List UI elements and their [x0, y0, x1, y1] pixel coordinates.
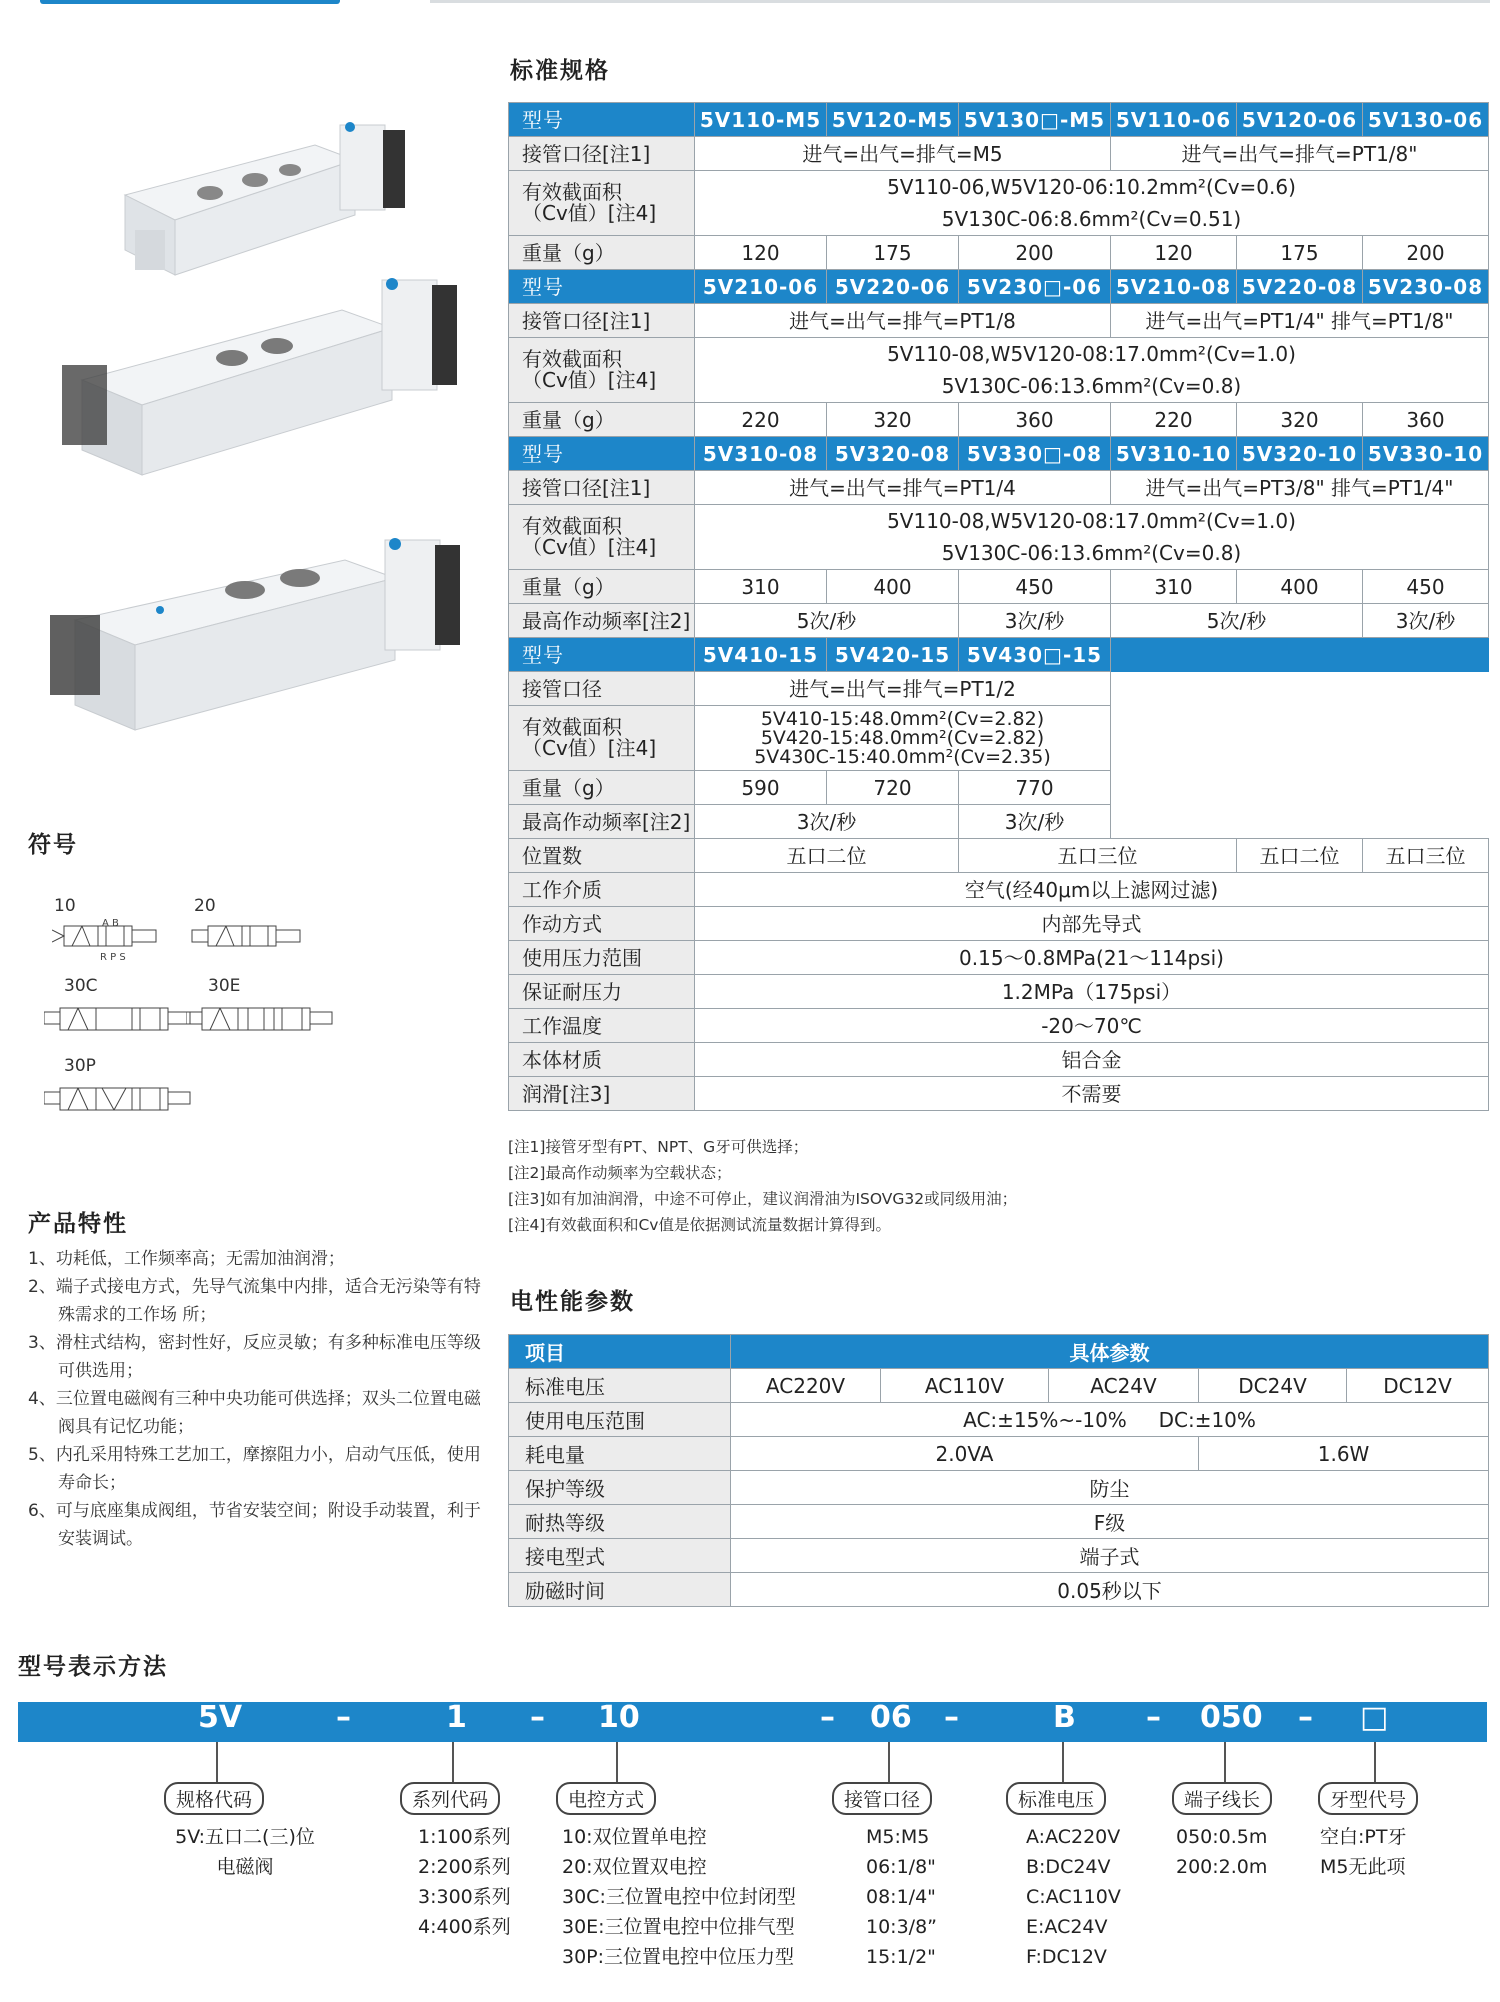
- positions-cell: 五口三位: [959, 839, 1237, 873]
- note-item: [注1]接管牙型有PT、NPT、G牙可供选择；: [508, 1138, 809, 1156]
- features-title: 产品特性: [28, 1211, 128, 1237]
- medium-value: 空气(经40μm以上滤网过滤): [695, 873, 1489, 907]
- pressure-row: [509, 941, 1489, 975]
- label-model: 型号: [509, 638, 695, 672]
- label-power: 耗电量: [509, 1437, 731, 1471]
- excite-row: [509, 1573, 1489, 1607]
- symbol-label: 30P: [64, 1056, 96, 1076]
- positions-cell: 五口二位: [695, 839, 959, 873]
- g1-model-row: [509, 103, 1489, 137]
- label-area: 有效截面积 （Cv值）[注4]: [509, 171, 695, 236]
- connector-line: [216, 1742, 218, 1782]
- feature-item: 2、端子式接电方式，先导气流集中内排，适合无污染等有特殊需求的工作场 所；: [28, 1277, 481, 1325]
- note-item: [注4]有效截面积和Cv值是依据测试流量数据计算得到。: [508, 1216, 891, 1234]
- symbol-30p: [44, 1076, 194, 1120]
- label-material: 本体材质: [509, 1043, 695, 1077]
- voltage-cell: AC110V: [881, 1369, 1049, 1403]
- label-area: 有效截面积 （Cv值）[注4]: [509, 706, 695, 771]
- weight-cell: 200: [1363, 236, 1489, 270]
- hdr-item: 项目: [509, 1335, 731, 1369]
- feature-item: 1、功耗低，工作频率高；无需加油润滑；: [28, 1249, 345, 1269]
- pill-series-code: 系列代码: [400, 1782, 500, 1815]
- label-voltage: 标准电压: [509, 1369, 731, 1403]
- g4-freq-row: [509, 805, 1489, 839]
- valve-image-1: [115, 105, 435, 285]
- g4-weight-row: [509, 771, 1489, 805]
- model-cell: 5V120-M5: [827, 103, 959, 137]
- weight-cell: 720: [827, 771, 959, 805]
- label-temp: 工作温度: [509, 1009, 695, 1043]
- desc-port: M5:M5 06:1/8" 08:1/4" 10:3/8” 15:1/2": [866, 1826, 937, 1968]
- code-segment: 06: [870, 1700, 912, 1735]
- weight-cell: 450: [1363, 570, 1489, 604]
- weight-cell: 175: [827, 236, 959, 270]
- weight-cell: 400: [1237, 570, 1363, 604]
- freq-cell: 3次/秒: [959, 604, 1111, 638]
- label-model: 型号: [509, 437, 695, 471]
- code-dash: –: [1146, 1700, 1161, 1735]
- pill-voltage: 标准电压: [1006, 1782, 1106, 1815]
- excite-value: 0.05秒以下: [731, 1573, 1489, 1607]
- label-positions: 位置数: [509, 839, 695, 873]
- power-cell: 1.6W: [1199, 1437, 1489, 1471]
- label-model: 型号: [509, 103, 695, 137]
- material-row: [509, 1043, 1489, 1077]
- heat-value: F级: [731, 1505, 1489, 1539]
- symbol-label: 30E: [208, 976, 241, 996]
- power-row: [509, 1437, 1489, 1471]
- model-cell: 5V230□-06: [959, 270, 1111, 304]
- weight-cell: 120: [1111, 236, 1237, 270]
- desc-series: 1:100系列 2:200系列 3:300系列 4:400系列: [418, 1826, 511, 1938]
- weight-cell: 220: [1111, 403, 1237, 437]
- weight-cell: 120: [695, 236, 827, 270]
- g3-model-row: [509, 437, 1489, 471]
- area-value: 5V110-08,W5V120-08:17.0mm²(Cv=1.0) 5V130C-06:13.6mm²(Cv=0.8): [695, 505, 1489, 570]
- voltage-cell: AC24V: [1049, 1369, 1199, 1403]
- symbol-30c: [44, 996, 194, 1040]
- model-cell: 5V220-06: [827, 270, 959, 304]
- label-lube: 润滑[注3]: [509, 1077, 695, 1111]
- model-cell: 5V310-10: [1111, 437, 1237, 471]
- pill-thread-code: 牙型代号: [1318, 1782, 1418, 1815]
- label-pressure: 使用压力范围: [509, 941, 695, 975]
- symbol-20: [190, 914, 305, 958]
- model-cell: 5V330-10: [1363, 437, 1489, 471]
- connector-line: [616, 1742, 618, 1782]
- model-cell: 5V220-08: [1237, 270, 1363, 304]
- g2-weight-row: [509, 403, 1489, 437]
- conn-value: 端子式: [731, 1539, 1489, 1573]
- elec-table: [508, 1334, 1489, 1607]
- g3-weight-row: [509, 570, 1489, 604]
- port-value: 进气=出气=排气=PT1/8: [695, 304, 1111, 338]
- hdr-param: 具体参数: [731, 1335, 1489, 1369]
- label-port: 接管口径: [509, 672, 695, 706]
- code-dash: –: [530, 1700, 545, 1735]
- g1-port-row: [509, 137, 1489, 171]
- freq-cell: 5次/秒: [695, 604, 959, 638]
- proof-value: 1.2MPa（175psi）: [695, 975, 1489, 1009]
- area-value: 5V110-06,W5V120-06:10.2mm²(Cv=0.6) 5V130C-06:8.6mm²(Cv=0.51): [695, 171, 1489, 236]
- label-freq: 最高作动频率[注2]: [509, 604, 695, 638]
- label-port: 接管口径[注1]: [509, 471, 695, 505]
- code-segment: □: [1360, 1700, 1389, 1735]
- voltage-cell: DC24V: [1199, 1369, 1347, 1403]
- spec-title: 标准规格: [510, 58, 610, 84]
- valve-image-3: [45, 520, 475, 750]
- positions-row: [509, 839, 1489, 873]
- elec-header-row: [509, 1335, 1489, 1369]
- port-value: 进气=出气=排气=PT1/8": [1111, 137, 1489, 171]
- weight-cell: 320: [827, 403, 959, 437]
- label-weight: 重量（g）: [509, 236, 695, 270]
- label-port: 接管口径[注1]: [509, 304, 695, 338]
- symbols-area: [40, 890, 460, 1150]
- protect-value: 防尘: [731, 1471, 1489, 1505]
- code-segment: B: [1053, 1700, 1076, 1735]
- weight-cell: 590: [695, 771, 827, 805]
- g4-area-row: [509, 706, 1489, 771]
- blank-cell: [1111, 805, 1489, 839]
- label-action: 作动方式: [509, 907, 695, 941]
- code-segment: 050: [1200, 1700, 1263, 1735]
- ports-top: A B: [102, 918, 119, 929]
- symbol-label: 10: [54, 896, 76, 916]
- positions-cell: 五口二位: [1237, 839, 1363, 873]
- note-item: [注2]最高作动频率为空载状态；: [508, 1164, 732, 1182]
- model-cell: 5V310-08: [695, 437, 827, 471]
- g3-area-row: [509, 505, 1489, 570]
- weight-cell: 200: [959, 236, 1111, 270]
- feature-list: [28, 1245, 488, 1553]
- feature-item: 3、滑柱式结构，密封性好，反应灵敏；有多种标准电压等级可供选用；: [28, 1333, 481, 1381]
- elec-title: 电性能参数: [510, 1289, 635, 1315]
- port-value: 进气=出气=排气=PT1/2: [695, 672, 1111, 706]
- symbol-title: 符号: [28, 832, 78, 858]
- desc-lead: 050:0.5m 200:2.0m: [1176, 1826, 1268, 1878]
- lube-row: [509, 1077, 1489, 1111]
- label-model: 型号: [509, 270, 695, 304]
- label-weight: 重量（g）: [509, 771, 695, 805]
- model-cell: 5V110-M5: [695, 103, 827, 137]
- area-value: 5V410-15:48.0mm²(Cv=2.82) 5V420-15:48.0mm²(Cv=2.82) 5V430C-15:40.0mm²(Cv=2.35): [695, 706, 1111, 771]
- connector-line: [452, 1742, 454, 1782]
- label-protect: 保护等级: [509, 1471, 731, 1505]
- desc-control: 10:双位置单电控 20:双位置双电控 30C:三位置电控中位封闭型 30E:三位置电控中位排气型 30P:三位置电控中位压力型: [562, 1826, 796, 1968]
- symbol-label: 30C: [64, 976, 98, 996]
- action-value: 内部先导式: [695, 907, 1489, 941]
- top-strip-line: [430, 0, 1490, 3]
- protect-row: [509, 1471, 1489, 1505]
- weight-cell: 220: [695, 403, 827, 437]
- weight-cell: 320: [1237, 403, 1363, 437]
- weight-cell: 450: [959, 570, 1111, 604]
- code-dash: –: [336, 1700, 351, 1735]
- code-dash: –: [1298, 1700, 1313, 1735]
- desc-spec: 5V:五口二(三)位 电磁阀: [175, 1826, 315, 1878]
- desc-voltage: A:AC220V B:DC24V C:AC110V E:AC24V F:DC12V: [1026, 1826, 1121, 1968]
- port-value: 进气=出气=排气=PT1/4: [695, 471, 1111, 505]
- freq-cell: 3次/秒: [695, 805, 959, 839]
- model-cell: 5V130□-M5: [959, 103, 1111, 137]
- freq-cell: 3次/秒: [1363, 604, 1489, 638]
- proof-row: [509, 975, 1489, 1009]
- temp-value: -20～70℃: [695, 1009, 1489, 1043]
- g1-weight-row: [509, 236, 1489, 270]
- model-cell: 5V110-06: [1111, 103, 1237, 137]
- g3-freq-row: [509, 604, 1489, 638]
- model-cell: 5V410-15: [695, 638, 827, 672]
- blank-cell: [1111, 672, 1489, 706]
- g2-model-row: [509, 270, 1489, 304]
- action-row: [509, 907, 1489, 941]
- code-segment: 1: [446, 1700, 467, 1735]
- conn-row: [509, 1539, 1489, 1573]
- notes: [508, 1134, 1017, 1238]
- blank-cell: [1111, 771, 1489, 805]
- connector-line: [1374, 1742, 1376, 1782]
- blank-cell: [1111, 706, 1489, 771]
- weight-cell: 310: [1111, 570, 1237, 604]
- ports-bottom: R P S: [100, 952, 126, 963]
- model-cell: 5V230-08: [1363, 270, 1489, 304]
- model-cell: 5V420-15: [827, 638, 959, 672]
- label-conn: 接电型式: [509, 1539, 731, 1573]
- label-weight: 重量（g）: [509, 403, 695, 437]
- top-strip: [40, 0, 340, 4]
- weight-cell: 770: [959, 771, 1111, 805]
- g1-area-row: [509, 171, 1489, 236]
- feature-item: 5、内孔采用特殊工艺加工，摩擦阻力小，启动气压低，使用寿命长；: [28, 1445, 481, 1493]
- valve-image-2: [62, 270, 462, 500]
- port-value: 进气=出气=PT3/8" 排气=PT1/4": [1111, 471, 1489, 505]
- symbol-label: 20: [194, 896, 216, 916]
- label-range: 使用电压范围: [509, 1403, 731, 1437]
- power-cell: 2.0VA: [731, 1437, 1199, 1471]
- desc-thread: 空白:PT牙 M5无此项: [1320, 1826, 1407, 1878]
- pill-port-size: 接管口径: [832, 1782, 932, 1815]
- temp-row: [509, 1009, 1489, 1043]
- label-excite: 励磁时间: [509, 1573, 731, 1607]
- port-value: 进气=出气=排气=M5: [695, 137, 1111, 171]
- g2-port-row: [509, 304, 1489, 338]
- range-value: AC:±15%~-10% DC:±10%: [731, 1403, 1489, 1437]
- note-item: [注3]如有加油润滑，中途不可停止，建议润滑油为ISOVG32或同级用油；: [508, 1190, 1018, 1208]
- code-segment: 10: [598, 1700, 640, 1735]
- label-area: 有效截面积 （Cv值）[注4]: [509, 505, 695, 570]
- model-cell: 5V130-06: [1363, 103, 1489, 137]
- lube-value: 不需要: [695, 1077, 1489, 1111]
- g4-model-row: [509, 638, 1489, 672]
- g2-area-row: [509, 338, 1489, 403]
- model-cell: 5V330□-08: [959, 437, 1111, 471]
- g4-port-row: [509, 672, 1489, 706]
- feature-item: 4、三位置电磁阀有三种中央功能可供选择；双头二位置电磁阀具有记忆功能；: [28, 1389, 481, 1437]
- heat-row: [509, 1505, 1489, 1539]
- label-freq: 最高作动频率[注2]: [509, 805, 695, 839]
- connector-line: [888, 1742, 890, 1782]
- freq-cell: 5次/秒: [1111, 604, 1363, 638]
- pressure-value: 0.15～0.8MPa(21～114psi): [695, 941, 1489, 975]
- code-dash: –: [820, 1700, 835, 1735]
- voltage-cell: DC12V: [1347, 1369, 1489, 1403]
- label-proof: 保证耐压力: [509, 975, 695, 1009]
- label-weight: 重量（g）: [509, 570, 695, 604]
- area-value: 5V110-08,W5V120-08:17.0mm²(Cv=1.0) 5V130C-06:13.6mm²(Cv=0.8): [695, 338, 1489, 403]
- weight-cell: 360: [959, 403, 1111, 437]
- model-cell: 5V120-06: [1237, 103, 1363, 137]
- material-value: 铝合金: [695, 1043, 1489, 1077]
- model-title: 型号表示方法: [18, 1654, 168, 1680]
- symbol-30e: [186, 996, 336, 1040]
- label-area: 有效截面积 （Cv值）[注4]: [509, 338, 695, 403]
- medium-row: [509, 873, 1489, 907]
- feature-item: 6、可与底座集成阀组，节省安装空间；附设手动装置，利于安装调试。: [28, 1501, 481, 1549]
- spec-table: [508, 102, 1489, 1111]
- connector-line: [1062, 1742, 1064, 1782]
- g3-port-row: [509, 471, 1489, 505]
- label-port: 接管口径[注1]: [509, 137, 695, 171]
- weight-cell: 360: [1363, 403, 1489, 437]
- positions-cell: 五口三位: [1363, 839, 1489, 873]
- weight-cell: 175: [1237, 236, 1363, 270]
- label-heat: 耐热等级: [509, 1505, 731, 1539]
- weight-cell: 310: [695, 570, 827, 604]
- code-dash: –: [944, 1700, 959, 1735]
- code-segment: 5V: [198, 1700, 243, 1735]
- weight-cell: 400: [827, 570, 959, 604]
- label-medium: 工作介质: [509, 873, 695, 907]
- freq-cell: 3次/秒: [959, 805, 1111, 839]
- pill-spec-code: 规格代码: [164, 1782, 264, 1815]
- blank-cell: [1111, 638, 1489, 672]
- pill-lead-length: 端子线长: [1172, 1782, 1272, 1815]
- model-cell: 5V210-06: [695, 270, 827, 304]
- voltage-cell: AC220V: [731, 1369, 881, 1403]
- range-row: [509, 1403, 1489, 1437]
- model-cell: 5V320-10: [1237, 437, 1363, 471]
- model-cell: 5V210-08: [1111, 270, 1237, 304]
- pill-control-mode: 电控方式: [556, 1782, 656, 1815]
- connector-line: [1224, 1742, 1226, 1782]
- port-value: 进气=出气=PT1/4" 排气=PT1/8": [1111, 304, 1489, 338]
- voltage-row: [509, 1369, 1489, 1403]
- model-cell: 5V430□-15: [959, 638, 1111, 672]
- model-cell: 5V320-08: [827, 437, 959, 471]
